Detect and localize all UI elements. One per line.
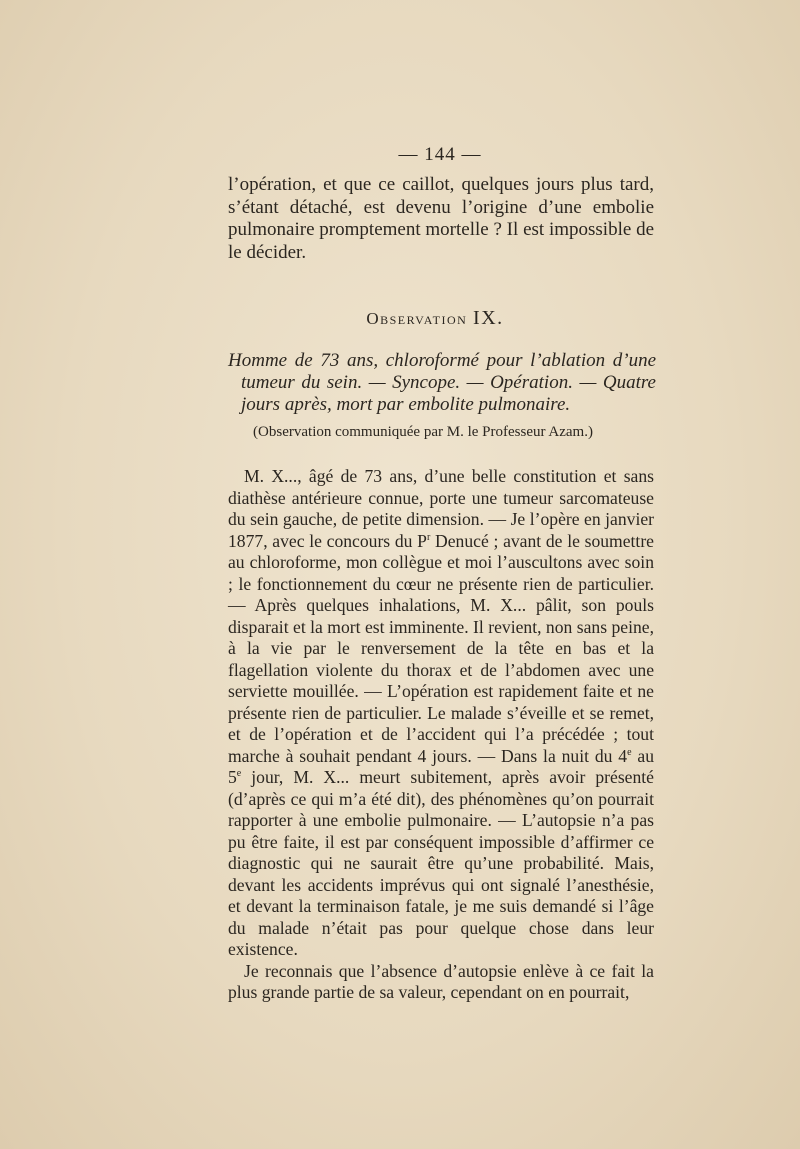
observation-heading	[0, 307, 800, 330]
observation-label: Observation	[366, 309, 468, 328]
case-paragraph	[228, 466, 654, 961]
text-run: au 5	[228, 745, 654, 787]
closing-paragraph: Je reconnais que l’absence d’autopsie enlève à ce fait la plus grande partie de sa valeur, cependant on en pourrait,	[228, 960, 654, 1002]
source-note: (Observation communiquée par M. le Professeur Azam.)	[253, 424, 593, 440]
text-run: Denucé ; avant de le soumettre au chloroforme, mon collègue et moi l’auscultons avec soin ; le fonctionnement du cœur ne présente rien de particulier. — Après quelques inhalations, M. X... pâlit, son pouls disparait et la mort est imminente. Il revient, non sans peine, à la vie par le renversement de la tête en bas et la flagellation violente du thorax et de l’abdomen avec une serviette mouillée. — L’opération est rapidement faite et ne présente rien de particulier. Le malade s’éveille et se remet, et de l’opération et de l’accident qui l’a précédée ; tout marche à souhait pendant 4 jours. — Dans la nuit du 4	[228, 530, 654, 766]
text-run: jour, M. X... meurt subitement, après avoir présenté (d’après ce qui m’a été dit), des phénomènes qu’on pourrait rapporter à une embolie pulmonaire. — L’autopsie n’a pas pu être faite, il est par conséquent impossible d’affirmer ce diagnostic qui ne saurait être qu’une probabilité. Mais, devant les accidents imprévus qui ont signalé l’anesthésie, et devant la terminaison fatale, je me suis demandé si l’âge du malade n’était pas pour quelque chose dans leur existence.	[228, 767, 654, 959]
superscript: e	[236, 768, 242, 780]
text-run: M. X..., âgé de 73 ans, d’une belle constitution et sans diathèse antérieure connue, porte une tumeur sarcomateuse du sein gauche, de petite dimension. — Je l’opère en janvier 1877, avec le concours du P	[228, 466, 654, 551]
observation-number: IX.	[473, 307, 504, 329]
superscript: r	[426, 531, 431, 543]
page-number: — 144 —	[398, 144, 482, 165]
case-summary: Homme de 73 ans, chloroformé pour l’ablation d’une tumeur du sein. — Syncope. — Opération. — Quatre jours après, mort par embolite pulmonaire.	[228, 350, 656, 415]
superscript: e	[627, 746, 632, 758]
opening-paragraph: l’opération, et que ce caillot, quelques jours plus tard, s’étant détaché, est devenu l’origine d’une embolie pulmonaire promptement mortelle ? Il est impossible de le décider.	[228, 174, 654, 263]
case-body	[228, 466, 654, 1004]
